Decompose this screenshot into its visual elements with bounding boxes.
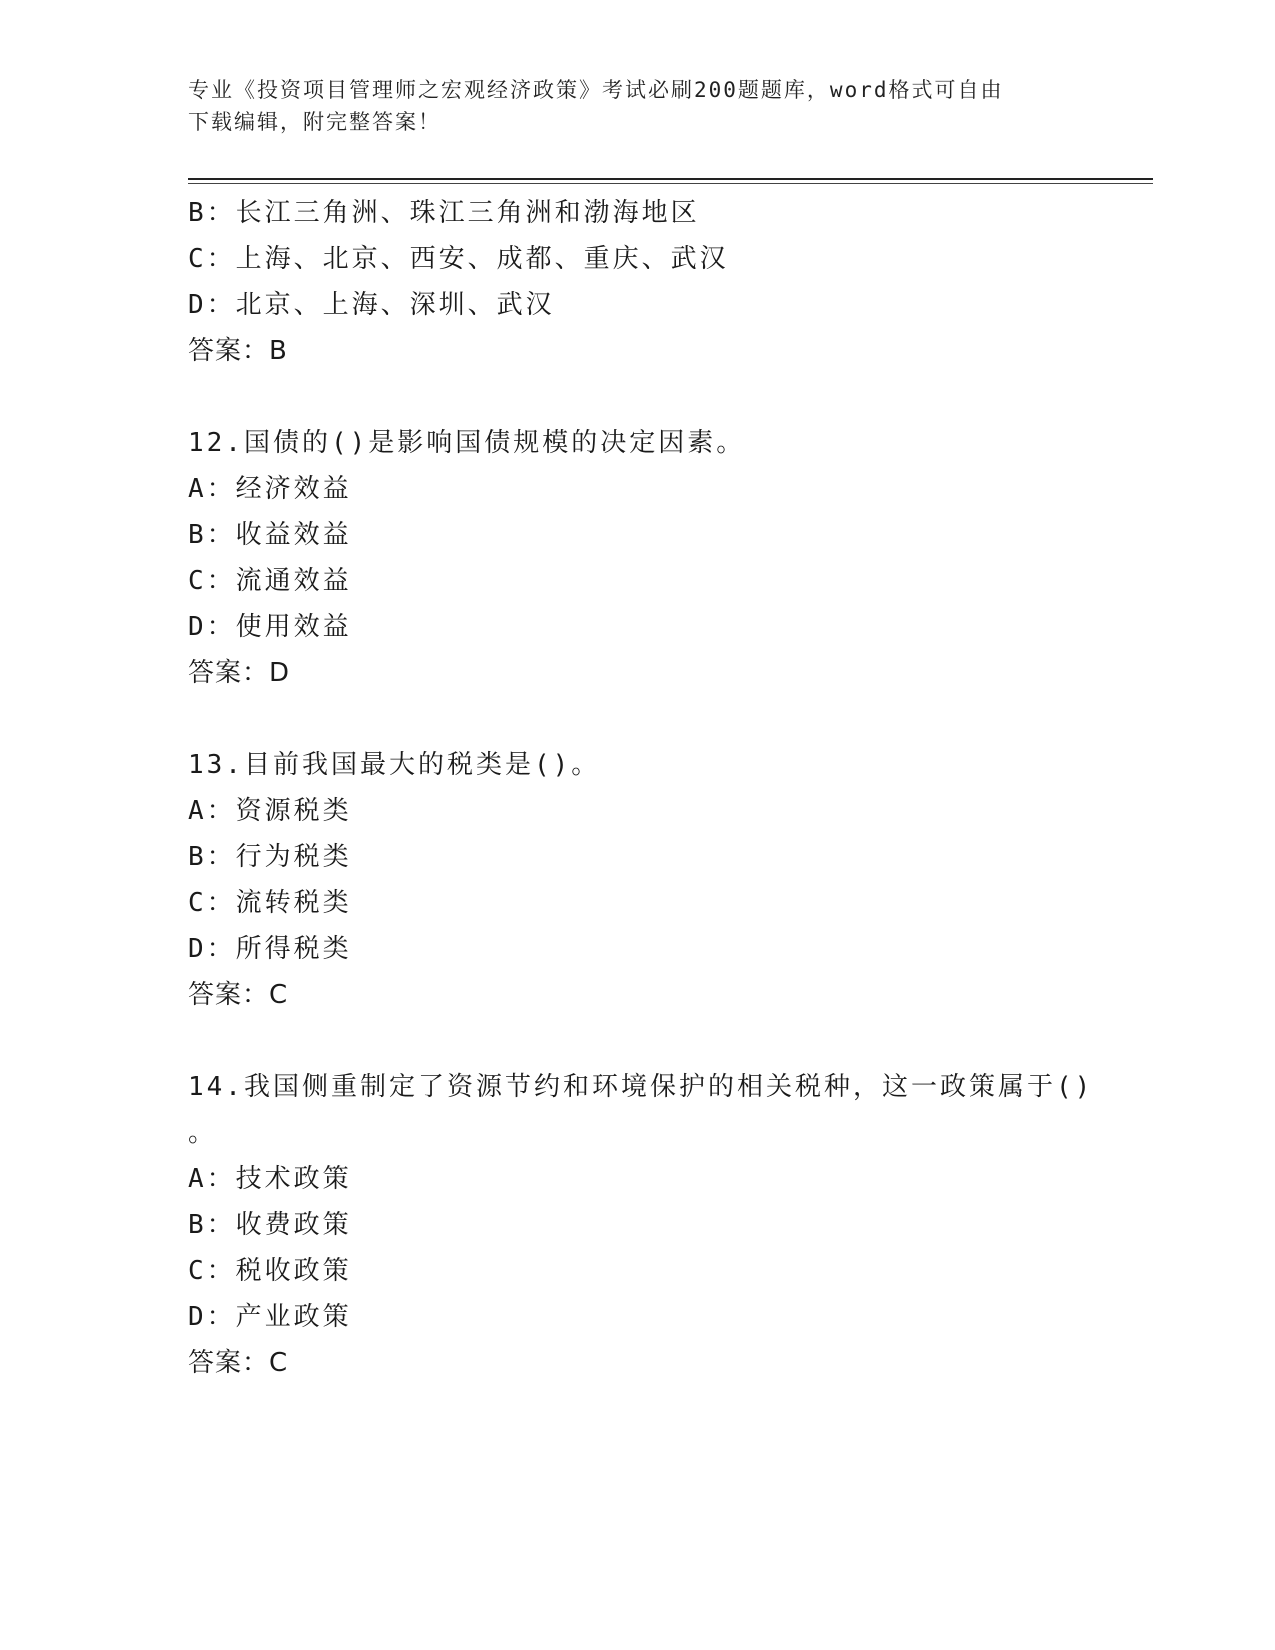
- q13-option-c: C：流转税类: [188, 888, 352, 918]
- q14-option-a: A：技术政策: [188, 1164, 352, 1194]
- document-header: [188, 74, 1088, 138]
- q12-option-c: C：流通效益: [188, 566, 352, 596]
- q14-question-continuation: 。: [188, 1118, 218, 1148]
- q11-option-c: C：上海、北京、西安、成都、重庆、武汉: [188, 244, 729, 274]
- spacer: [188, 696, 1148, 742]
- q13-option-a: A：资源税类: [188, 796, 352, 826]
- question-11-block: [188, 190, 1148, 374]
- header-line-1: 专业《投资项目管理师之宏观经济政策》考试必刷200题题库，word格式可自由: [188, 78, 1004, 102]
- q12-option-d: D：使用效益: [188, 612, 352, 642]
- question-14-block: [188, 1064, 1148, 1386]
- q11-option-b: B：长江三角洲、珠江三角洲和渤海地区: [188, 198, 700, 228]
- q12-question: 12.国债的()是影响国债规模的决定因素。: [188, 428, 746, 458]
- q12-answer: 答案：D: [188, 658, 291, 688]
- question-12-block: [188, 420, 1148, 696]
- q14-option-b: B：收费政策: [188, 1210, 352, 1240]
- q13-answer: 答案：C: [188, 980, 289, 1010]
- spacer: [188, 374, 1148, 420]
- q13-question: 13.目前我国最大的税类是()。: [188, 750, 601, 780]
- header-divider-thin: [188, 183, 1153, 184]
- q14-answer: 答案：C: [188, 1348, 289, 1378]
- q11-option-d: D：北京、上海、深圳、武汉: [188, 290, 555, 320]
- spacer: [188, 1018, 1148, 1064]
- q14-question: 14.我国侧重制定了资源节约和环境保护的相关税种，这一政策属于(): [188, 1072, 1094, 1102]
- q13-option-d: D：所得税类: [188, 934, 352, 964]
- q12-option-a: A：经济效益: [188, 474, 352, 504]
- q12-option-b: B：收益效益: [188, 520, 352, 550]
- header-line-2: 下载编辑，附完整答案！: [188, 110, 441, 134]
- question-list: [188, 190, 1148, 1386]
- question-13-block: [188, 742, 1148, 1018]
- q11-answer: 答案：B: [188, 336, 288, 366]
- header-divider-thick: [188, 178, 1153, 180]
- q14-option-d: D：产业政策: [188, 1302, 352, 1332]
- q14-option-c: C：税收政策: [188, 1256, 352, 1286]
- q13-option-b: B：行为税类: [188, 842, 352, 872]
